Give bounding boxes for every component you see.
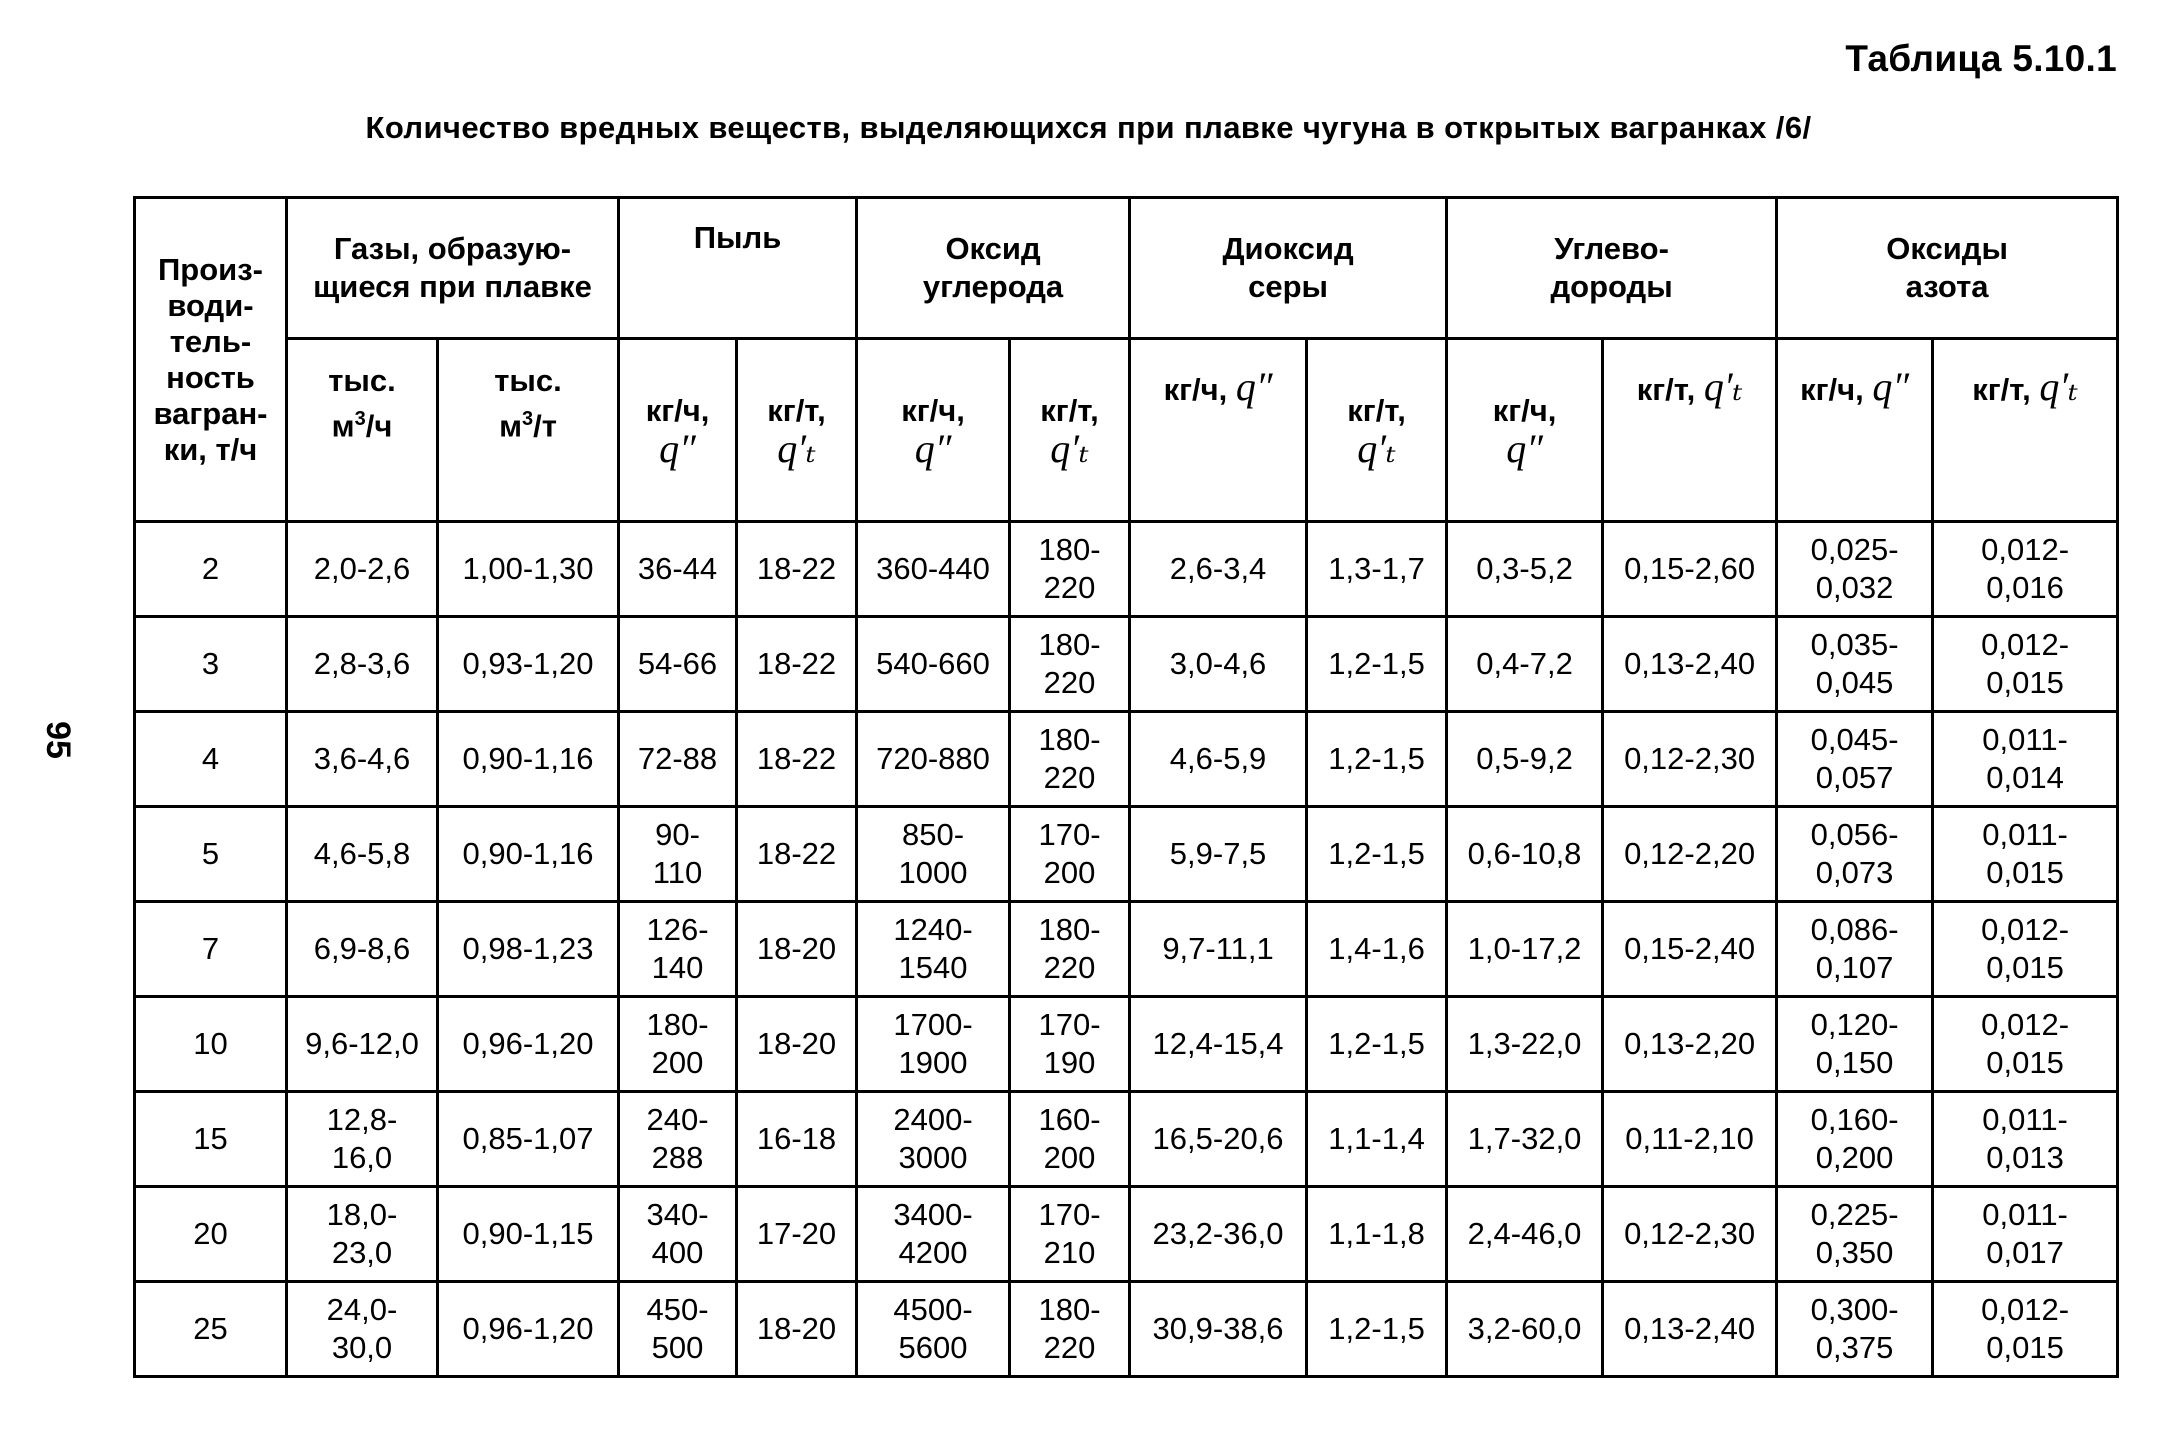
unit-co-kgt: кг/т, q′ₜ: [1010, 339, 1130, 522]
cell-co-kgt: 180- 220: [1010, 902, 1130, 997]
cell-capacity: 2: [135, 522, 287, 617]
cell-gas-per-hour: 24,0- 30,0: [287, 1282, 438, 1377]
cell-co-kgh: 4500- 5600: [857, 1282, 1010, 1377]
cell-capacity: 25: [135, 1282, 287, 1377]
cell-co-kgh: 540-660: [857, 617, 1010, 712]
unit-gas-per-hour: тыс. $м^3/ч$: [287, 339, 438, 522]
table-row: [135, 712, 2118, 807]
page-number: 95: [39, 721, 77, 759]
cell-gas-per-hour: 4,6-5,8: [287, 807, 438, 902]
table-row: [135, 902, 2118, 997]
cell-hc-kgt: 0,13-2,20: [1603, 997, 1777, 1092]
cell-co-kgt: 170- 210: [1010, 1187, 1130, 1282]
cell-gas-per-hour: 2,0-2,6: [287, 522, 438, 617]
cell-co-kgt: 170- 190: [1010, 997, 1130, 1092]
cell-dust-kgt: 18-20: [737, 902, 857, 997]
group-header-row: [135, 198, 2118, 339]
cell-co-kgh: 1700- 1900: [857, 997, 1010, 1092]
table-row: [135, 807, 2118, 902]
cell-capacity: 3: [135, 617, 287, 712]
table-caption: Количество вредных веществ, выделяющихся при плавке чугуна в открытых вагранках /6/: [365, 110, 1812, 145]
cell-capacity: 7: [135, 902, 287, 997]
cell-gas-per-ton: 0,93-1,20: [438, 617, 619, 712]
cell-so2-kgt: 1,3-1,7: [1307, 522, 1447, 617]
cell-so2-kgh: 16,5-20,6: [1130, 1092, 1307, 1187]
cell-hc-kgh: 3,2-60,0: [1447, 1282, 1603, 1377]
cell-nox-kgt: 0,012- 0,015: [1933, 997, 2118, 1092]
cell-so2-kgt: 1,2-1,5: [1307, 617, 1447, 712]
cell-capacity: 20: [135, 1187, 287, 1282]
cell-co-kgh: 2400- 3000: [857, 1092, 1010, 1187]
cell-dust-kgt: 18-20: [737, 1282, 857, 1377]
cell-gas-per-ton: 0,85-1,07: [438, 1092, 619, 1187]
header-sulfur-dioxide: Диоксид серы: [1130, 198, 1447, 339]
cell-dust-kgt: 18-22: [737, 522, 857, 617]
unit-gas-per-ton: тыс. $м^3/т$: [438, 339, 619, 522]
unit-co-kgh: кг/ч, q″: [857, 339, 1010, 522]
cell-hc-kgh: 0,3-5,2: [1447, 522, 1603, 617]
cell-so2-kgh: 23,2-36,0: [1130, 1187, 1307, 1282]
header-gases: Газы, образую- щиеся при плавке: [287, 198, 619, 339]
cell-hc-kgt: 0,15-2,40: [1603, 902, 1777, 997]
cell-co-kgt: 170- 200: [1010, 807, 1130, 902]
cell-gas-per-hour: 18,0- 23,0: [287, 1187, 438, 1282]
cell-nox-kgt: 0,012- 0,015: [1933, 1282, 2118, 1377]
cell-dust-kgh: 126- 140: [619, 902, 737, 997]
cell-dust-kgt: 18-22: [737, 617, 857, 712]
cell-dust-kgt: 18-22: [737, 807, 857, 902]
cell-hc-kgh: 1,3-22,0: [1447, 997, 1603, 1092]
cell-dust-kgh: 90- 110: [619, 807, 737, 902]
cell-gas-per-hour: 2,8-3,6: [287, 617, 438, 712]
header-dust: Пыль: [619, 198, 857, 339]
cell-dust-kgt: 17-20: [737, 1187, 857, 1282]
cell-so2-kgt: 1,2-1,5: [1307, 1282, 1447, 1377]
cell-gas-per-hour: 6,9-8,6: [287, 902, 438, 997]
cell-co-kgt: 180- 220: [1010, 617, 1130, 712]
unit-hc-kgh: кг/ч, q″: [1447, 339, 1603, 522]
cell-nox-kgt: 0,011- 0,015: [1933, 807, 2118, 902]
cell-dust-kgh: 72-88: [619, 712, 737, 807]
cell-hc-kgh: 1,0-17,2: [1447, 902, 1603, 997]
cell-so2-kgt: 1,1-1,8: [1307, 1187, 1447, 1282]
cell-so2-kgh: 30,9-38,6: [1130, 1282, 1307, 1377]
cell-capacity: 10: [135, 997, 287, 1092]
cell-co-kgh: 850- 1000: [857, 807, 1010, 902]
cell-gas-per-hour: 3,6-4,6: [287, 712, 438, 807]
table-number: Таблица 5.10.1: [1845, 38, 2117, 79]
cell-dust-kgh: 36-44: [619, 522, 737, 617]
cell-nox-kgh: 0,056- 0,073: [1777, 807, 1933, 902]
header-hydrocarbons: Углево- дороды: [1447, 198, 1777, 339]
cell-co-kgh: 360-440: [857, 522, 1010, 617]
cell-co-kgt: 180- 220: [1010, 522, 1130, 617]
cell-co-kgt: 160- 200: [1010, 1092, 1130, 1187]
cell-dust-kgh: 240- 288: [619, 1092, 737, 1187]
table-row: [135, 1282, 2118, 1377]
cell-hc-kgh: 1,7-32,0: [1447, 1092, 1603, 1187]
cell-dust-kgt: 18-22: [737, 712, 857, 807]
cell-so2-kgt: 1,2-1,5: [1307, 997, 1447, 1092]
header-capacity: Произ- води- тель- ность вагран- ки, т/ч: [135, 198, 287, 522]
cell-nox-kgt: 0,012- 0,015: [1933, 617, 2118, 712]
cell-gas-per-ton: 0,96-1,20: [438, 1282, 619, 1377]
header-nitrogen-oxides: Оксиды азота: [1777, 198, 2118, 339]
unit-header-row: [135, 339, 2118, 522]
table-row: [135, 1092, 2118, 1187]
cell-so2-kgh: 5,9-7,5: [1130, 807, 1307, 902]
cell-dust-kgh: 54-66: [619, 617, 737, 712]
cell-dust-kgh: 340- 400: [619, 1187, 737, 1282]
cell-hc-kgt: 0,13-2,40: [1603, 617, 1777, 712]
cell-nox-kgh: 0,225- 0,350: [1777, 1187, 1933, 1282]
cell-co-kgt: 180- 220: [1010, 712, 1130, 807]
cell-hc-kgh: 0,5-9,2: [1447, 712, 1603, 807]
unit-hc-kgt: кг/т, q′ₜ: [1603, 339, 1777, 522]
cell-hc-kgt: 0,12-2,20: [1603, 807, 1777, 902]
cell-nox-kgh: 0,086- 0,107: [1777, 902, 1933, 997]
cell-hc-kgt: 0,12-2,30: [1603, 712, 1777, 807]
unit-nox-kgh: кг/ч, q″: [1777, 339, 1933, 522]
cell-hc-kgh: 2,4-46,0: [1447, 1187, 1603, 1282]
cell-nox-kgh: 0,120- 0,150: [1777, 997, 1933, 1092]
cell-nox-kgt: 0,012- 0,015: [1933, 902, 2118, 997]
cell-gas-per-ton: 0,96-1,20: [438, 997, 619, 1092]
cell-so2-kgh: 9,7-11,1: [1130, 902, 1307, 997]
cell-nox-kgt: 0,011- 0,017: [1933, 1187, 2118, 1282]
cell-so2-kgt: 1,4-1,6: [1307, 902, 1447, 997]
cell-so2-kgt: 1,1-1,4: [1307, 1092, 1447, 1187]
cell-gas-per-ton: 0,98-1,23: [438, 902, 619, 997]
cell-hc-kgt: 0,11-2,10: [1603, 1092, 1777, 1187]
table-row: [135, 1187, 2118, 1282]
cell-dust-kgt: 18-20: [737, 997, 857, 1092]
unit-dust-kgh: кг/ч, q″: [619, 339, 737, 522]
table-row: [135, 522, 2118, 617]
cell-hc-kgt: 0,13-2,40: [1603, 1282, 1777, 1377]
cell-so2-kgh: 12,4-15,4: [1130, 997, 1307, 1092]
unit-so2-kgt: кг/т, q′ₜ: [1307, 339, 1447, 522]
cell-gas-per-ton: 0,90-1,15: [438, 1187, 619, 1282]
cell-gas-per-hour: 12,8- 16,0: [287, 1092, 438, 1187]
cell-so2-kgh: 4,6-5,9: [1130, 712, 1307, 807]
cell-hc-kgt: 0,12-2,30: [1603, 1187, 1777, 1282]
cell-gas-per-ton: 1,00-1,30: [438, 522, 619, 617]
cell-capacity: 15: [135, 1092, 287, 1187]
cell-dust-kgh: 180- 200: [619, 997, 737, 1092]
cell-nox-kgt: 0,011- 0,013: [1933, 1092, 2118, 1187]
cell-nox-kgh: 0,025- 0,032: [1777, 522, 1933, 617]
emissions-table: [133, 196, 2119, 1378]
cell-so2-kgt: 1,2-1,5: [1307, 807, 1447, 902]
cell-capacity: 4: [135, 712, 287, 807]
cell-gas-per-hour: 9,6-12,0: [287, 997, 438, 1092]
unit-so2-kgh: кг/ч, q″: [1130, 339, 1307, 522]
cell-co-kgh: 720-880: [857, 712, 1010, 807]
cell-nox-kgt: 0,012- 0,016: [1933, 522, 2118, 617]
cell-nox-kgt: 0,011- 0,014: [1933, 712, 2118, 807]
cell-so2-kgt: 1,2-1,5: [1307, 712, 1447, 807]
cell-co-kgt: 180- 220: [1010, 1282, 1130, 1377]
cell-hc-kgh: 0,4-7,2: [1447, 617, 1603, 712]
cell-gas-per-ton: 0,90-1,16: [438, 712, 619, 807]
table-row: [135, 997, 2118, 1092]
unit-dust-kgt: кг/т, q′ₜ: [737, 339, 857, 522]
table-body: [135, 522, 2118, 1377]
cell-nox-kgh: 0,035- 0,045: [1777, 617, 1933, 712]
cell-dust-kgt: 16-18: [737, 1092, 857, 1187]
cell-co-kgh: 3400- 4200: [857, 1187, 1010, 1282]
cell-co-kgh: 1240- 1540: [857, 902, 1010, 997]
cell-so2-kgh: 2,6-3,4: [1130, 522, 1307, 617]
table-row: [135, 617, 2118, 712]
unit-nox-kgt: кг/т, q′ₜ: [1933, 339, 2118, 522]
cell-gas-per-ton: 0,90-1,16: [438, 807, 619, 902]
cell-dust-kgh: 450- 500: [619, 1282, 737, 1377]
cell-capacity: 5: [135, 807, 287, 902]
cell-hc-kgh: 0,6-10,8: [1447, 807, 1603, 902]
cell-hc-kgt: 0,15-2,60: [1603, 522, 1777, 617]
cell-nox-kgh: 0,300- 0,375: [1777, 1282, 1933, 1377]
cell-nox-kgh: 0,160- 0,200: [1777, 1092, 1933, 1187]
cell-so2-kgh: 3,0-4,6: [1130, 617, 1307, 712]
cell-nox-kgh: 0,045- 0,057: [1777, 712, 1933, 807]
header-carbon-oxide: Оксид углерода: [857, 198, 1130, 339]
